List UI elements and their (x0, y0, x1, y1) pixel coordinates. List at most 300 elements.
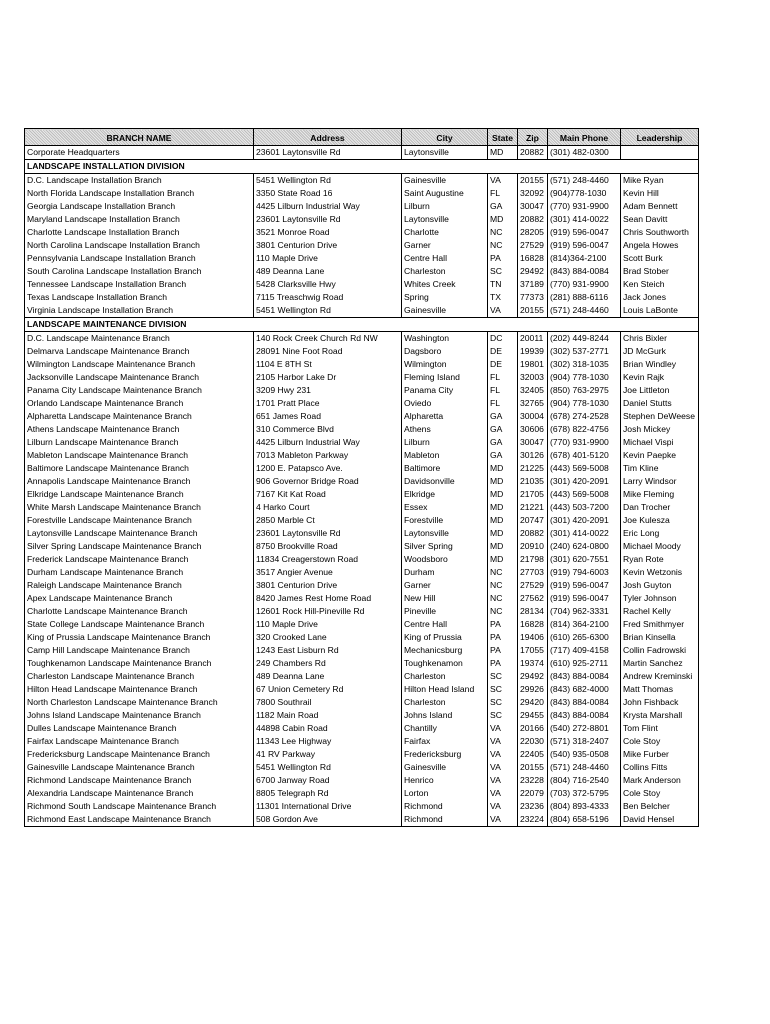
hq-zip: 20882 (518, 146, 548, 160)
cell-city: Davidsonville (402, 475, 488, 488)
cell-branch-name: D.C. Landscape Maintenance Branch (25, 332, 254, 346)
cell-branch-name: State College Landscape Maintenance Branch (25, 618, 254, 631)
cell-leadership: Mike Furber (621, 748, 699, 761)
cell-address: 12601 Rock Hill-Pineville Rd (254, 605, 402, 618)
cell-address: 5451 Wellington Rd (254, 304, 402, 318)
cell-zip: 23236 (518, 800, 548, 813)
cell-leadership: Matt Thomas (621, 683, 699, 696)
cell-address: 4425 Lilburn Industrial Way (254, 200, 402, 213)
table-row (25, 631, 699, 644)
table-row (25, 252, 699, 265)
cell-state: VA (488, 748, 518, 761)
cell-city: Charlotte (402, 226, 488, 239)
cell-address: 906 Governor Bridge Road (254, 475, 402, 488)
header-main-phone: Main Phone (548, 129, 621, 146)
cell-city: Gainesville (402, 174, 488, 188)
cell-state: GA (488, 410, 518, 423)
cell-zip: 16828 (518, 618, 548, 631)
cell-branch-name: Georgia Landscape Installation Branch (25, 200, 254, 213)
cell-zip: 20155 (518, 761, 548, 774)
table-row (25, 332, 699, 346)
cell-zip: 20011 (518, 332, 548, 346)
cell-state: SC (488, 683, 518, 696)
cell-zip: 29455 (518, 709, 548, 722)
cell-state: FL (488, 187, 518, 200)
cell-state: MD (488, 514, 518, 527)
cell-phone: (571) 248-4460 (548, 761, 621, 774)
cell-address: 1104 E 8TH St (254, 358, 402, 371)
cell-zip: 32765 (518, 397, 548, 410)
cell-phone: (843) 682-4000 (548, 683, 621, 696)
cell-address: 1701 Pratt Place (254, 397, 402, 410)
cell-zip: 27703 (518, 566, 548, 579)
cell-leadership: Mike Ryan (621, 174, 699, 188)
cell-leadership: Josh Mickey (621, 423, 699, 436)
cell-branch-name: Virginia Landscape Installation Branch (25, 304, 254, 318)
cell-zip: 30606 (518, 423, 548, 436)
cell-leadership: Mark Anderson (621, 774, 699, 787)
table-row (25, 670, 699, 683)
cell-address: 3350 State Road 16 (254, 187, 402, 200)
cell-zip: 22030 (518, 735, 548, 748)
cell-address: 489 Deanna Lane (254, 670, 402, 683)
cell-city: Fleming Island (402, 371, 488, 384)
cell-zip: 23228 (518, 774, 548, 787)
cell-state: PA (488, 644, 518, 657)
cell-state: FL (488, 371, 518, 384)
cell-state: DC (488, 332, 518, 346)
cell-city: Garner (402, 579, 488, 592)
cell-city: Forestville (402, 514, 488, 527)
table-row (25, 449, 699, 462)
cell-zip: 37189 (518, 278, 548, 291)
cell-zip: 29492 (518, 670, 548, 683)
cell-zip: 29420 (518, 696, 548, 709)
cell-branch-name: Tennessee Landscape Installation Branch (25, 278, 254, 291)
cell-leadership: Cole Stoy (621, 787, 699, 800)
cell-phone: (540) 935-0508 (548, 748, 621, 761)
cell-state: PA (488, 252, 518, 265)
header-address: Address (254, 129, 402, 146)
cell-address: 651 James Road (254, 410, 402, 423)
cell-leadership: Mike Fleming (621, 488, 699, 501)
table-row (25, 579, 699, 592)
cell-state: NC (488, 592, 518, 605)
cell-zip: 21705 (518, 488, 548, 501)
table-row (25, 722, 699, 735)
cell-phone: (814) 364-2100 (548, 618, 621, 631)
table-row (25, 787, 699, 800)
cell-phone: (814)364-2100 (548, 252, 621, 265)
cell-leadership: Dan Trocher (621, 501, 699, 514)
cell-zip: 23224 (518, 813, 548, 827)
cell-branch-name: Richmond South Landscape Maintenance Branch (25, 800, 254, 813)
cell-branch-name: Athens Landscape Maintenance Branch (25, 423, 254, 436)
hq-phone: (301) 482-0300 (548, 146, 621, 160)
table-row (25, 592, 699, 605)
table-row (25, 200, 699, 213)
cell-phone: (843) 884-0084 (548, 709, 621, 722)
cell-state: VA (488, 735, 518, 748)
table-header (25, 129, 699, 146)
cell-leadership: Joe Kulesza (621, 514, 699, 527)
cell-leadership: Rachel Kelly (621, 605, 699, 618)
cell-city: Gainesville (402, 304, 488, 318)
cell-zip: 21798 (518, 553, 548, 566)
cell-address: 44898 Cabin Road (254, 722, 402, 735)
header-branch-name: BRANCH NAME (25, 129, 254, 146)
cell-state: MD (488, 553, 518, 566)
cell-zip: 20882 (518, 213, 548, 226)
cell-city: Elkridge (402, 488, 488, 501)
cell-city: Lilburn (402, 436, 488, 449)
cell-state: VA (488, 787, 518, 800)
cell-leadership: Angela Howes (621, 239, 699, 252)
hq-leadership (621, 146, 699, 160)
cell-phone: (904) 778-1030 (548, 397, 621, 410)
table-row (25, 226, 699, 239)
cell-zip: 32003 (518, 371, 548, 384)
cell-address: 28091 Nine Foot Road (254, 345, 402, 358)
cell-zip: 30126 (518, 449, 548, 462)
cell-city: Washington (402, 332, 488, 346)
cell-city: Dagsboro (402, 345, 488, 358)
cell-city: Johns Island (402, 709, 488, 722)
cell-phone: (610) 265-6300 (548, 631, 621, 644)
cell-state: MD (488, 213, 518, 226)
cell-zip: 27529 (518, 579, 548, 592)
cell-city: New Hill (402, 592, 488, 605)
cell-state: NC (488, 226, 518, 239)
cell-zip: 32405 (518, 384, 548, 397)
cell-phone: (904) 778-1030 (548, 371, 621, 384)
cell-phone: (202) 449-8244 (548, 332, 621, 346)
cell-phone: (571) 248-4460 (548, 304, 621, 318)
cell-phone: (904)778-1030 (548, 187, 621, 200)
cell-phone: (678) 822-4756 (548, 423, 621, 436)
cell-city: Garner (402, 239, 488, 252)
cell-state: MD (488, 540, 518, 553)
cell-address: 110 Maple Drive (254, 618, 402, 631)
cell-address: 67 Union Cemetery Rd (254, 683, 402, 696)
table-row (25, 501, 699, 514)
cell-zip: 22405 (518, 748, 548, 761)
cell-zip: 20910 (518, 540, 548, 553)
cell-state: FL (488, 384, 518, 397)
cell-branch-name: Baltimore Landscape Maintenance Branch (25, 462, 254, 475)
cell-city: Durham (402, 566, 488, 579)
cell-state: FL (488, 397, 518, 410)
cell-phone: (301) 620-7551 (548, 553, 621, 566)
cell-phone: (717) 409-4158 (548, 644, 621, 657)
cell-city: Athens (402, 423, 488, 436)
cell-leadership: Joe Littleton (621, 384, 699, 397)
cell-address: 5428 Clarksville Hwy (254, 278, 402, 291)
cell-zip: 30047 (518, 200, 548, 213)
cell-state: SC (488, 670, 518, 683)
cell-address: 8750 Brookville Road (254, 540, 402, 553)
cell-branch-name: Delmarva Landscape Maintenance Branch (25, 345, 254, 358)
cell-phone: (703) 372-5795 (548, 787, 621, 800)
cell-branch-name: White Marsh Landscape Maintenance Branch (25, 501, 254, 514)
cell-address: 5451 Wellington Rd (254, 761, 402, 774)
cell-zip: 20747 (518, 514, 548, 527)
cell-city: Lorton (402, 787, 488, 800)
cell-zip: 28205 (518, 226, 548, 239)
cell-leadership: John Fishback (621, 696, 699, 709)
cell-zip: 21035 (518, 475, 548, 488)
cell-city: Laytonsville (402, 527, 488, 540)
cell-branch-name: Maryland Landscape Installation Branch (25, 213, 254, 226)
cell-city: Laytonsville (402, 213, 488, 226)
cell-phone: (804) 716-2540 (548, 774, 621, 787)
cell-branch-name: Wilmington Landscape Maintenance Branch (25, 358, 254, 371)
cell-state: DE (488, 358, 518, 371)
table-row (25, 800, 699, 813)
cell-leadership: Adam Bennett (621, 200, 699, 213)
cell-phone: (240) 624-0800 (548, 540, 621, 553)
cell-state: VA (488, 722, 518, 735)
table-row (25, 540, 699, 553)
cell-zip: 27529 (518, 239, 548, 252)
cell-city: Centre Hall (402, 252, 488, 265)
cell-phone: (704) 962-3331 (548, 605, 621, 618)
cell-branch-name: Camp Hill Landscape Maintenance Branch (25, 644, 254, 657)
cell-branch-name: North Carolina Landscape Installation Branch (25, 239, 254, 252)
cell-zip: 21225 (518, 462, 548, 475)
cell-branch-name: Toughkenamon Landscape Maintenance Branch (25, 657, 254, 670)
cell-branch-name: Raleigh Landscape Maintenance Branch (25, 579, 254, 592)
table-row (25, 657, 699, 670)
cell-zip: 19939 (518, 345, 548, 358)
cell-leadership: Larry Windsor (621, 475, 699, 488)
cell-phone: (301) 420-2091 (548, 514, 621, 527)
cell-leadership: Brad Stober (621, 265, 699, 278)
cell-zip: 29492 (518, 265, 548, 278)
table-row (25, 304, 699, 318)
cell-branch-name: Hilton Head Landscape Maintenance Branch (25, 683, 254, 696)
cell-state: MD (488, 501, 518, 514)
cell-city: Henrico (402, 774, 488, 787)
table-row (25, 410, 699, 423)
cell-address: 11834 Creagerstown Road (254, 553, 402, 566)
cell-phone: (678) 274-2528 (548, 410, 621, 423)
cell-leadership: Chris Southworth (621, 226, 699, 239)
cell-leadership: Sean Davitt (621, 213, 699, 226)
cell-state: VA (488, 174, 518, 188)
cell-phone: (443) 569-5008 (548, 462, 621, 475)
cell-phone: (919) 596-0047 (548, 592, 621, 605)
table-row (25, 358, 699, 371)
cell-leadership: Tyler Johnson (621, 592, 699, 605)
cell-city: Richmond (402, 813, 488, 827)
cell-leadership: Krysta Marshall (621, 709, 699, 722)
cell-leadership: Eric Long (621, 527, 699, 540)
cell-zip: 27562 (518, 592, 548, 605)
cell-address: 3801 Centurion Drive (254, 239, 402, 252)
division-title: LANDSCAPE INSTALLATION DIVISION (25, 160, 699, 174)
cell-address: 11343 Lee Highway (254, 735, 402, 748)
cell-branch-name: North Florida Landscape Installation Branch (25, 187, 254, 200)
cell-phone: (919) 794-6003 (548, 566, 621, 579)
cell-branch-name: Silver Spring Landscape Maintenance Branch (25, 540, 254, 553)
cell-address: 508 Gordon Ave (254, 813, 402, 827)
cell-leadership: Michael Moody (621, 540, 699, 553)
cell-state: MD (488, 527, 518, 540)
table-row (25, 371, 699, 384)
cell-phone: (540) 272-8801 (548, 722, 621, 735)
cell-address: 41 RV Parkway (254, 748, 402, 761)
cell-phone: (571) 248-4460 (548, 174, 621, 188)
cell-phone: (770) 931-9900 (548, 200, 621, 213)
cell-branch-name: Fredericksburg Landscape Maintenance Branch (25, 748, 254, 761)
cell-leadership: Brian Kinsella (621, 631, 699, 644)
cell-phone: (301) 414-0022 (548, 213, 621, 226)
cell-leadership: Kevin Rajk (621, 371, 699, 384)
cell-phone: (804) 893-4333 (548, 800, 621, 813)
table-row (25, 488, 699, 501)
table-row (25, 239, 699, 252)
cell-leadership: Louis LaBonte (621, 304, 699, 318)
cell-state: VA (488, 774, 518, 787)
cell-branch-name: Apex Landscape Maintenance Branch (25, 592, 254, 605)
table-row (25, 683, 699, 696)
cell-zip: 30004 (518, 410, 548, 423)
table-row (25, 527, 699, 540)
cell-address: 7800 Southrail (254, 696, 402, 709)
cell-branch-name: Elkridge Landscape Maintenance Branch (25, 488, 254, 501)
cell-phone: (770) 931-9900 (548, 436, 621, 449)
cell-address: 3521 Monroe Road (254, 226, 402, 239)
cell-city: Charleston (402, 265, 488, 278)
cell-city: Toughkenamon (402, 657, 488, 670)
cell-branch-name: Gainesville Landscape Maintenance Branch (25, 761, 254, 774)
table-row (25, 213, 699, 226)
cell-branch-name: Jacksonville Landscape Maintenance Branch (25, 371, 254, 384)
table-row (25, 605, 699, 618)
cell-zip: 22079 (518, 787, 548, 800)
cell-address: 489 Deanna Lane (254, 265, 402, 278)
cell-leadership: Ken Steich (621, 278, 699, 291)
cell-branch-name: Charlotte Landscape Maintenance Branch (25, 605, 254, 618)
cell-address: 1243 East Lisburn Rd (254, 644, 402, 657)
cell-state: GA (488, 200, 518, 213)
cell-leadership: Cole Stoy (621, 735, 699, 748)
table-row (25, 436, 699, 449)
cell-city: Oviedo (402, 397, 488, 410)
cell-branch-name: Texas Landscape Installation Branch (25, 291, 254, 304)
cell-city: Fairfax (402, 735, 488, 748)
cell-address: 11301 International Drive (254, 800, 402, 813)
cell-zip: 30047 (518, 436, 548, 449)
cell-zip: 17055 (518, 644, 548, 657)
header-row (25, 129, 699, 146)
cell-branch-name: Alexandria Landscape Maintenance Branch (25, 787, 254, 800)
cell-zip: 16828 (518, 252, 548, 265)
cell-city: Mableton (402, 449, 488, 462)
cell-state: SC (488, 265, 518, 278)
cell-leadership: Kevin Paepke (621, 449, 699, 462)
cell-city: Mechanicsburg (402, 644, 488, 657)
table-row (25, 618, 699, 631)
table-row (25, 644, 699, 657)
cell-phone: (443) 569-5008 (548, 488, 621, 501)
cell-zip: 21221 (518, 501, 548, 514)
cell-state: VA (488, 800, 518, 813)
table-row (25, 397, 699, 410)
cell-city: Saint Augustine (402, 187, 488, 200)
table-row (25, 514, 699, 527)
cell-branch-name: Frederick Landscape Maintenance Branch (25, 553, 254, 566)
cell-zip: 77373 (518, 291, 548, 304)
cell-branch-name: Charleston Landscape Maintenance Branch (25, 670, 254, 683)
cell-branch-name: Richmond Landscape Maintenance Branch (25, 774, 254, 787)
cell-zip: 20155 (518, 174, 548, 188)
cell-city: Chantilly (402, 722, 488, 735)
cell-leadership: Collin Fadrowski (621, 644, 699, 657)
cell-branch-name: D.C. Landscape Installation Branch (25, 174, 254, 188)
cell-branch-name: South Carolina Landscape Installation Branch (25, 265, 254, 278)
cell-state: NC (488, 239, 518, 252)
cell-leadership: Kevin Wetzonis (621, 566, 699, 579)
cell-city: Wilmington (402, 358, 488, 371)
table-row (25, 735, 699, 748)
cell-phone: (804) 658-5196 (548, 813, 621, 827)
cell-zip: 19374 (518, 657, 548, 670)
cell-phone: (678) 401-5120 (548, 449, 621, 462)
cell-state: NC (488, 605, 518, 618)
cell-phone: (850) 763-2975 (548, 384, 621, 397)
table-body (25, 146, 699, 827)
cell-state: TN (488, 278, 518, 291)
header-leadership: Leadership (621, 129, 699, 146)
hq-branch-name: Corporate Headquarters (25, 146, 254, 160)
cell-address: 110 Maple Drive (254, 252, 402, 265)
cell-branch-name: Johns Island Landscape Maintenance Branch (25, 709, 254, 722)
cell-leadership: Tom Flint (621, 722, 699, 735)
cell-address: 4 Harko Court (254, 501, 402, 514)
table-row (25, 774, 699, 787)
cell-phone: (843) 884-0084 (548, 670, 621, 683)
cell-branch-name: Dulles Landscape Maintenance Branch (25, 722, 254, 735)
cell-state: PA (488, 618, 518, 631)
division-title: LANDSCAPE MAINTENANCE DIVISION (25, 318, 699, 332)
cell-zip: 29926 (518, 683, 548, 696)
cell-address: 2105 Harbor Lake Dr (254, 371, 402, 384)
cell-phone: (443) 503-7200 (548, 501, 621, 514)
cell-state: NC (488, 566, 518, 579)
cell-branch-name: Panama City Landscape Maintenance Branch (25, 384, 254, 397)
cell-leadership: Andrew Kreminski (621, 670, 699, 683)
cell-city: Fredericksburg (402, 748, 488, 761)
branch-directory-table (24, 128, 699, 827)
cell-leadership: Josh Guyton (621, 579, 699, 592)
header-city: City (402, 129, 488, 146)
cell-branch-name: Laytonsville Landscape Maintenance Branch (25, 527, 254, 540)
table-row (25, 174, 699, 188)
cell-state: PA (488, 631, 518, 644)
cell-branch-name: Pennsylvania Landscape Installation Branch (25, 252, 254, 265)
cell-branch-name: Forestville Landscape Maintenance Branch (25, 514, 254, 527)
cell-phone: (281) 888-6116 (548, 291, 621, 304)
cell-state: NC (488, 579, 518, 592)
cell-leadership: Scott Burk (621, 252, 699, 265)
cell-phone: (843) 884-0084 (548, 265, 621, 278)
cell-leadership: Kevin Hill (621, 187, 699, 200)
cell-leadership: Fred Smithmyer (621, 618, 699, 631)
cell-address: 5451 Wellington Rd (254, 174, 402, 188)
cell-leadership: Michael Vispi (621, 436, 699, 449)
